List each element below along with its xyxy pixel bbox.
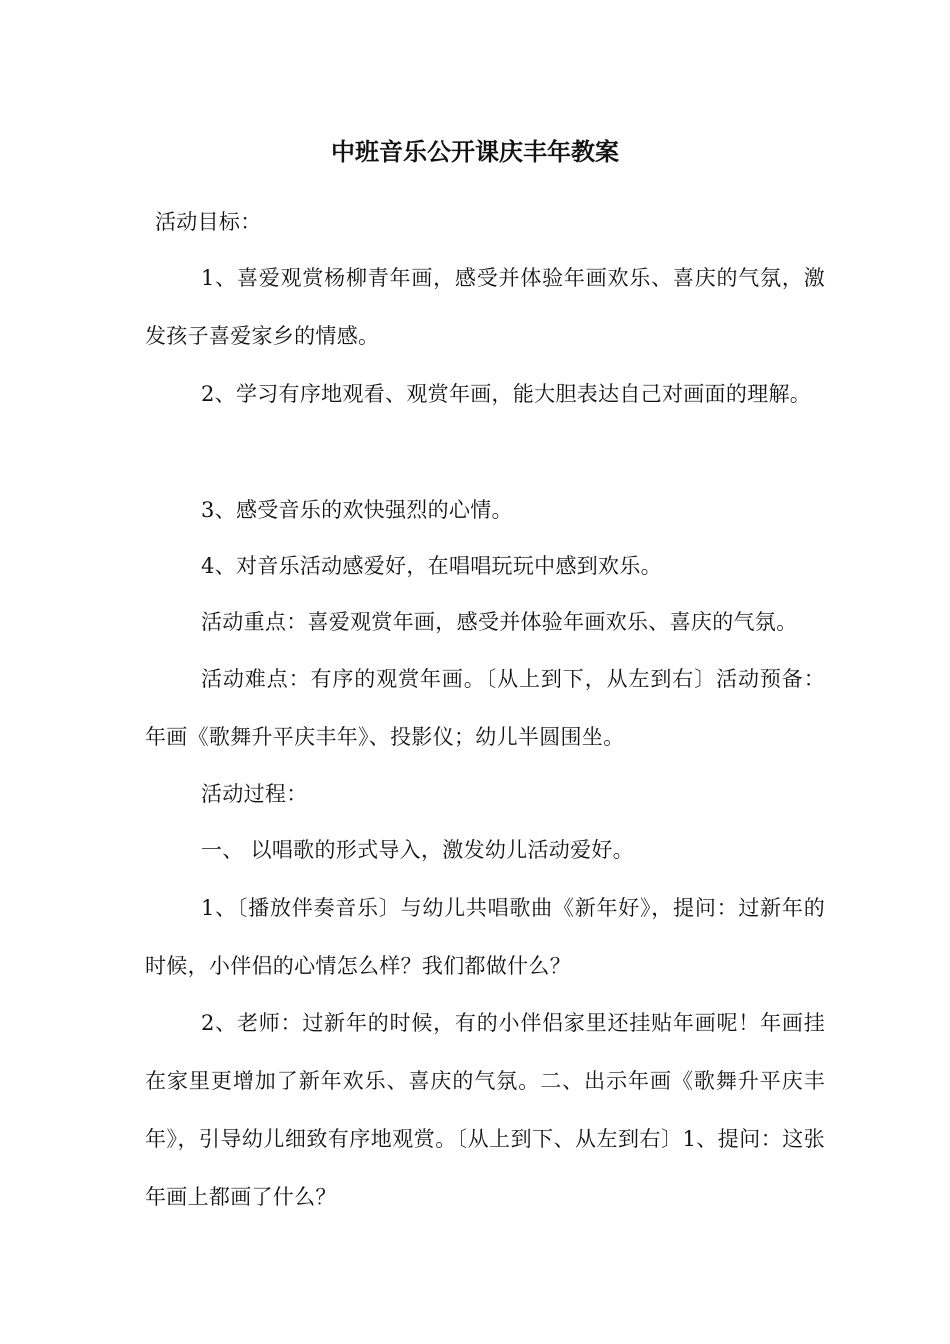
paragraph-step-1: 一、 以唱歌的形式导入，激发幼儿活动爱好。 bbox=[201, 838, 634, 862]
section-heading-goals: 活动目标： bbox=[155, 210, 262, 234]
paragraph-step-1-2: 2、老师：过新年的时候，有的小伴侣家里还挂贴年画呢！年画挂在家里更增加了新年欢乐、喜庆的气氛。二、出示年画《歌舞升平庆丰年》，引导幼儿细致有序地观赏。〔从上到下、从左到右〕1、提问：这张年画上都画了什么？ bbox=[145, 1011, 825, 1209]
document-title: 中班音乐公开课庆丰年教案 bbox=[331, 137, 619, 166]
paragraph-goal-4: 4、对音乐活动感爱好，在唱唱玩玩中感到欢乐。 bbox=[201, 554, 662, 578]
paragraph-difficulty: 活动难点：有序的观赏年画。〔从上到下，从左到右〕活动预备：年画《歌舞升平庆丰年》、投影仪；幼儿半圆围坐。 bbox=[145, 667, 825, 749]
paragraph-process-heading: 活动过程： bbox=[201, 782, 308, 806]
paragraph-goal-2: 2、学习有序地观看、观赏年画，能大胆表达自己对画面的理解。 bbox=[201, 382, 812, 406]
paragraph-step-1-1: 1、〔播放伴奏音乐〕与幼儿共唱歌曲《新年好》，提问：过新年的时候，小伴侣的心情怎么样？我们都做什么？ bbox=[145, 896, 825, 978]
paragraph-goal-1: 1、喜爱观赏杨柳青年画，感受并体验年画欢乐、喜庆的气氛，激发孩子喜爱家乡的情感。 bbox=[145, 266, 825, 348]
paragraph-goal-3: 3、感受音乐的欢快强烈的心情。 bbox=[201, 498, 513, 522]
paragraph-key-point: 活动重点：喜爱观赏年画，感受并体验年画欢乐、喜庆的气氛。 bbox=[201, 610, 798, 634]
